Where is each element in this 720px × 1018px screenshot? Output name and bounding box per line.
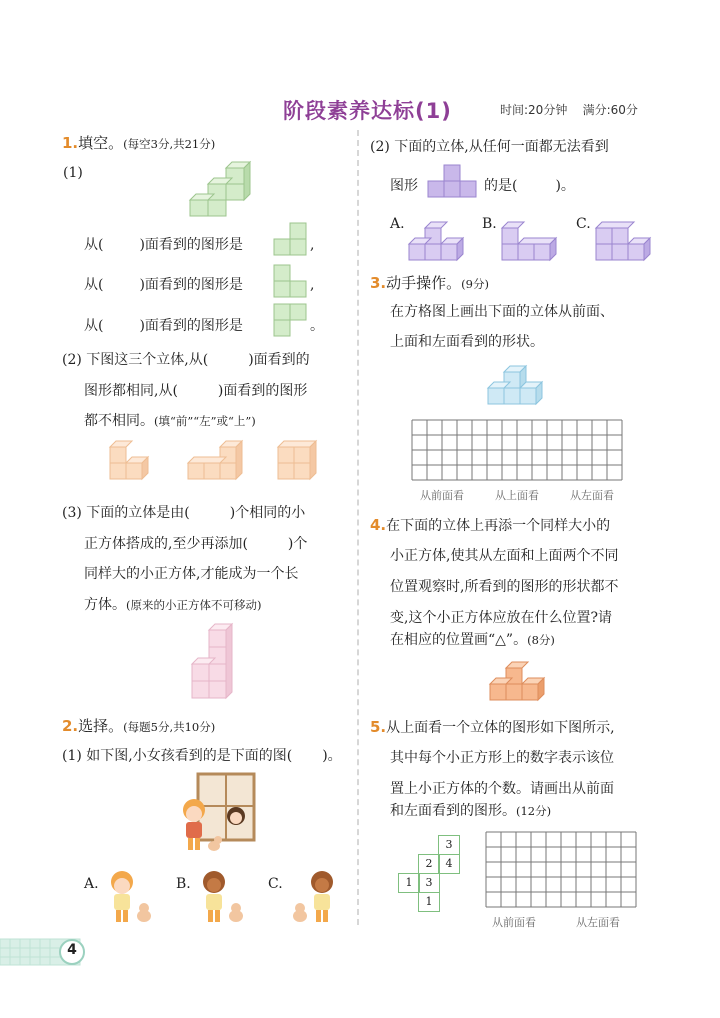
q1-title: 填空。 xyxy=(78,134,124,152)
blue-cube-figure xyxy=(486,362,556,408)
q4-line-3: 位置观察时,所看到的图形的形状都不 xyxy=(390,579,619,595)
q2-title: 选择。 xyxy=(78,717,124,735)
view-shape-2 xyxy=(274,265,310,301)
full-score: 满分:60分 xyxy=(582,103,638,117)
q1-p1-line-2 xyxy=(84,275,243,295)
q2-p2-line-1: (2) 下面的立体,从任何一面都无法看到 xyxy=(370,139,609,155)
text: (3) 下面的立体是由( xyxy=(62,505,190,521)
text: 和左面看到的图形。 xyxy=(390,803,516,819)
page-title: 阶段素养达标(1) xyxy=(283,99,452,123)
text: )。 xyxy=(322,748,342,764)
q4-number: 4. xyxy=(370,516,387,534)
hint: (原来的小正方体不可移动) xyxy=(126,598,262,612)
text: )面看到的图形 xyxy=(217,383,308,399)
text: )面看到的图形是 xyxy=(139,277,243,293)
view-shape-1 xyxy=(274,223,310,259)
cell-r3a: 1 xyxy=(398,873,420,893)
page-number: 4 xyxy=(67,942,77,958)
q2-p2-line-2b xyxy=(484,176,575,196)
green-cube-figure xyxy=(188,170,248,220)
q3-drawing-grid[interactable] xyxy=(412,420,628,486)
q2-p2-option-b-label: B. xyxy=(482,216,497,232)
q1-p2-line-2 xyxy=(84,381,307,401)
cell-r1: 3 xyxy=(438,835,460,855)
exam-meta xyxy=(500,101,638,118)
text: 都不相同。 xyxy=(84,413,154,429)
q2-p1-option-c-label: C. xyxy=(268,876,283,892)
q5-number: 5. xyxy=(370,718,387,736)
orange-solids xyxy=(108,443,358,489)
q1-p3-line-4 xyxy=(84,595,261,615)
q2-p1-option-b-label: B. xyxy=(176,876,191,892)
q5-line-4 xyxy=(390,801,551,821)
cell-r2b: 4 xyxy=(438,854,460,874)
cell-r2a: 2 xyxy=(418,854,440,874)
q1-p1-end-2: , xyxy=(310,277,315,293)
column-divider xyxy=(357,130,359,925)
q2-header xyxy=(62,716,215,737)
q1-number: 1. xyxy=(62,134,79,152)
text: 从( xyxy=(84,237,104,253)
q1-p1-line-1 xyxy=(84,235,243,255)
q3-line-2: 上面和左面看到的形状。 xyxy=(390,334,544,350)
q3-header xyxy=(370,273,489,294)
text: )。 xyxy=(555,178,575,194)
view-shape-3 xyxy=(274,304,310,340)
text: )个 xyxy=(287,536,308,552)
q5-drawing-grid[interactable] xyxy=(486,832,638,912)
q3-caption-left: 从左面看 xyxy=(570,489,614,502)
text: 从( xyxy=(84,277,104,293)
text: )面看到的图形是 xyxy=(139,237,243,253)
q1-p1-label: (1) xyxy=(63,165,83,181)
q1-p3-line-3: 同样大的小正方体,才能成为一个长 xyxy=(84,566,299,582)
q1-p3-line-1 xyxy=(62,503,305,523)
q1-score: (每空3分,共21分) xyxy=(123,137,216,151)
q3-caption-top: 从上面看 xyxy=(495,489,539,502)
time-limit: 时间:20分钟 xyxy=(500,103,568,117)
text: 在相应的位置画“△”。 xyxy=(390,632,528,648)
text: )个相同的小 xyxy=(229,505,306,521)
cell-r3b: 3 xyxy=(418,873,440,893)
q2-score: (每题5分,共10分) xyxy=(123,720,216,734)
q5-line-3: 置上小正方体的个数。请画出从前面 xyxy=(390,781,614,797)
q2-p2-line-2a: 图形 xyxy=(390,178,418,194)
q1-p1-end-3: 。 xyxy=(310,318,324,334)
q1-p1-end-1: , xyxy=(310,237,315,253)
text: (1) 如下图,小女孩看到的是下面的图( xyxy=(62,748,293,764)
q2-p2-option-c-label: C. xyxy=(576,216,591,232)
q4-line-5 xyxy=(390,630,555,650)
text: 正方体搭成的,至少再添加( xyxy=(84,536,248,552)
purple-solid-a xyxy=(407,218,469,264)
q2-p1-option-a-label: A. xyxy=(84,876,99,892)
q2-p2-option-a-label: A. xyxy=(390,216,405,232)
purple-solid-c xyxy=(594,218,656,264)
purple-solid-b xyxy=(500,218,562,264)
q3-score: (9分) xyxy=(461,277,489,291)
q5-caption-left: 从左面看 xyxy=(576,916,620,929)
q4-line-2: 小正方体,使其从左面和上面两个不同 xyxy=(390,548,619,564)
q1-p2-line-1 xyxy=(62,350,310,370)
q3-title: 动手操作。 xyxy=(386,274,462,292)
q1-p3-line-2 xyxy=(84,534,307,554)
hint: (填“前”“左”或“上”) xyxy=(154,414,256,428)
q2-number: 2. xyxy=(62,717,79,735)
q2-p1-text xyxy=(62,746,342,766)
text: 从上面看一个立体的图形如下图所示, xyxy=(386,720,615,736)
option-c-boy-icon xyxy=(290,866,342,926)
boy-and-girl-window-illustration xyxy=(180,772,260,856)
q1-header xyxy=(62,133,215,154)
text: 在下面的立体上再添一个同样大小的 xyxy=(386,518,611,534)
q3-caption-front: 从前面看 xyxy=(420,489,464,502)
text: 的是( xyxy=(484,178,518,194)
q5-score: (12分) xyxy=(516,804,552,818)
q5-line-2: 其中每个小正方形上的数字表示该位 xyxy=(390,750,614,766)
q5-line-1 xyxy=(370,717,615,738)
pink-cube-tower xyxy=(190,628,250,706)
option-b-boy-icon xyxy=(196,866,248,926)
text: 从( xyxy=(84,318,104,334)
text: (2) 下图这三个立体,从( xyxy=(62,352,209,368)
q1-p1-line-3 xyxy=(84,316,243,336)
q4-line-1 xyxy=(370,515,610,536)
target-view-shape xyxy=(428,164,478,200)
cell-r4: 1 xyxy=(418,892,440,912)
q5-caption-front: 从前面看 xyxy=(492,916,536,929)
text: )面看到的图形是 xyxy=(139,318,243,334)
q3-number: 3. xyxy=(370,274,387,292)
coral-cube-figure xyxy=(488,660,558,706)
q1-p2-line-3 xyxy=(84,411,256,431)
option-a-boy-icon xyxy=(104,866,156,926)
q3-line-1: 在方格图上画出下面的立体从前面、 xyxy=(390,304,614,320)
text: 图形都相同,从( xyxy=(84,383,178,399)
text: )面看到的 xyxy=(248,352,310,368)
top-view-number-map xyxy=(398,835,462,915)
text: 方体。 xyxy=(84,597,126,613)
q4-line-4: 变,这个小正方体应放在什么位置?请 xyxy=(390,610,612,626)
q4-score: (8分) xyxy=(527,633,555,647)
